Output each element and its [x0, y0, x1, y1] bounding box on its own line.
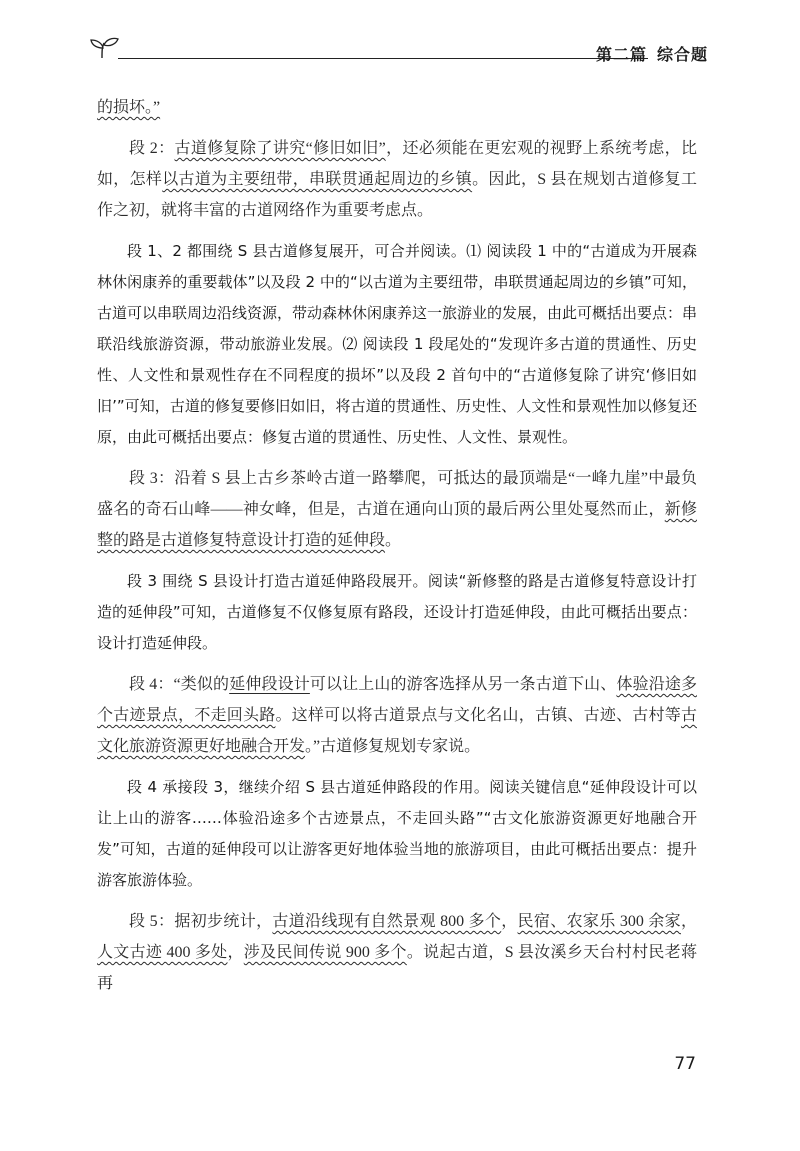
- analysis-segment-4: 段 4 承接段 3，继续介绍 S 县古道延伸路段的作用。阅读关键信息“延伸段设计可以让上山的游客……体验沿途多个古迹景点，不走回头路”“古文化旅游资源更好地融合开发”可知，古道的延伸段可以让游客更好地体验当地的旅游项目，由此可概括出要点：提升游客旅游体验。: [97, 778, 697, 889]
- underlined-phrase: 以古道为主要纽带，串联贯通起周边的乡镇: [162, 171, 473, 188]
- underlined-phrase: 古道修复除了讲究“修旧如旧”: [174, 140, 386, 157]
- header-title: 综合题: [656, 45, 708, 64]
- paragraph-continuation: 的损坏。”: [97, 99, 161, 116]
- sprout-icon: [88, 36, 120, 60]
- underlined-phrase: 体验沿途多个古迹景点，不走回头路: [97, 676, 697, 724]
- analysis-segment-1-2: 段 1、2 都围绕 S 县古道修复展开，可合并阅读。⑴ 阅读段 1 中的“古道成为开展森林休闲康养的重要载体”以及段 2 中的“以古道为主要纽带，串联贯通起周边的乡镇”可知，古道可以串联周边沿线资源，带动森林休闲康养这一旅游业的发展，由此可概括出要点：串联沿线旅游资源，带动旅游业发展。⑵ 阅读段 1 段尾处的“发现许多古道的贯通性、历史性、人文性和景观性存在不同程度的损坏”以及段 2 首句中的“古道修复除了讲究‘修旧如旧’”可知，古道的修复要修旧如旧，将古道的贯通性、历史性、人文性和景观性加以修复还原，由此可概括出要点：修复古道的贯通性、历史性、人文性、景观性。: [97, 242, 698, 446]
- header-text: [586, 42, 708, 65]
- underlined-phrase: 人文古迹 400 多处: [97, 944, 228, 961]
- header-section: 第二篇: [595, 45, 647, 64]
- analysis-segment-3: 段 3 围绕 S 县设计打造古道延伸路段展开。阅读“新修整的路是古道修复特意设计打造的延伸段”可知，古道修复不仅修复原有路段，还设计打造延伸段，由此可概括出要点：设计打造延伸段。: [97, 572, 697, 652]
- page-content: [97, 92, 697, 1009]
- underlined-phrase: 新修整的路是古道修复特意设计打造的延伸段: [97, 501, 697, 549]
- underlined-phrase: 民宿、农家乐 300 余家: [517, 913, 681, 930]
- underlined-phrase: 延伸段设计: [229, 676, 310, 693]
- page-header: [88, 34, 708, 74]
- paragraph-segment-3: 段 3：沿着 S 县上古乡茶岭古道一路攀爬，可抵达的最顶端是“一峰九崖”中最负盛名的奇石山峰——神女峰，但是，古道在通向山顶的最后两公里处戛然而止，新修整的路是古道修复特意设计打造的延伸段。: [97, 470, 697, 549]
- underlined-phrase: 古文化旅游资源更好地融合开发: [97, 707, 697, 755]
- paragraph-segment-2: 段 2：古道修复除了讲究“修旧如旧”，还必须能在更宏观的视野上系统考虑，比如，怎样以古道为主要纽带，串联贯通起周边的乡镇。因此，S 县在规划古道修复工作之初，就将丰富的古道网络作为重要考虑点。: [97, 140, 697, 219]
- underlined-phrase: 古道沿线现有自然景观 800 多个: [272, 913, 502, 930]
- underlined-phrase: 涉及民间传说 900 多个: [243, 944, 407, 961]
- page-number: 77: [674, 1054, 696, 1074]
- header-rule: [118, 58, 648, 59]
- paragraph-segment-4: 段 4：“类似的延伸段设计可以让上山的游客选择从另一条古道下山、体验沿途多个古迹景点，不走回头路。这样可以将古道景点与文化名山，古镇、古迹、古村等古文化旅游资源更好地融合开发。”古道修复规划专家说。: [97, 676, 697, 755]
- paragraph-segment-5: 段 5：据初步统计，古道沿线现有自然景观 800 多个，民宿、农家乐 300 余家，人文古迹 400 多处，涉及民间传说 900 多个。说起古道，S 县汝溪乡天台村村民老蒋再: [97, 913, 697, 992]
